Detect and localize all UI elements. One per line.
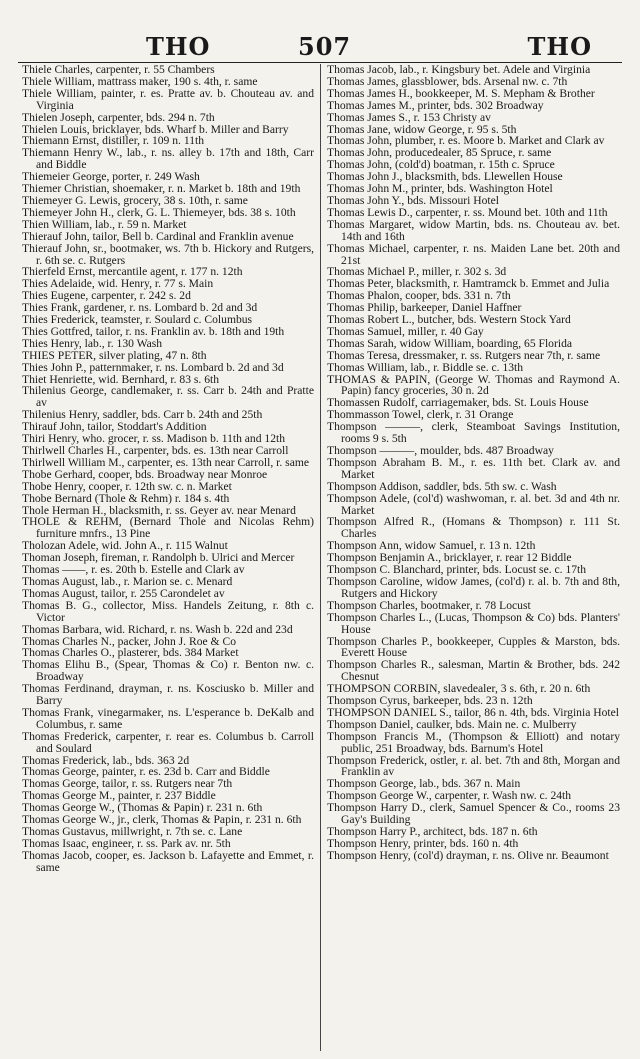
directory-entry: Thomas John J., blacksmith, bds. Llewellen House [327,170,563,184]
directory-entry: Thies Frederick, teamster, r. Soulard c. Columbus [22,313,253,327]
directory-entry: Thomas Gustavus, millwright, r. 7th se. c. Lane [22,825,243,838]
directory-entry: Thompson Abraham B. M., r. es. 11th bet. Clark av. and Market [327,455,620,481]
directory-entry: Thompson Addison, saddler, bds. 5th sw. c. Wash [327,479,557,493]
directory-entry: Thompson Henry, (col'd) drayman, r. ns. Olive nr. Beaumont [327,848,609,862]
directory-entry: Thomas Isaac, engineer, r. ss. Park av. nr. 5th [22,836,231,850]
directory-entry: Thompson Charles L., (Lucas, Thompson & Co) bds. Planters' House [327,610,620,636]
directory-entry: Thomas Margaret, widow Martin, bds. ns. Chouteau av. bet. 14th and 16th [327,217,620,243]
directory-entry: Thomas John Y., bds. Missouri Hotel [327,193,499,207]
directory-entry: Thierauf John, sr., bootmaker, ws. 7th b. Hickory and Rutgers, r. 6th se. c. Rutgers [22,241,314,267]
directory-entry: Tholozan Adele, wid. John A., r. 115 Walnut [22,539,228,553]
directory-entry: Thomas Michael, carpenter, r. ns. Maiden Lane bet. 20th and 21st [327,241,620,267]
directory-entry: Thompson George W., carpenter, r. Wash nw. c. 24th [327,789,572,803]
directory-entry: Thomas James H., bookkeeper, M. S. Mepham & Brother [327,86,595,100]
directory-entry: Thomas Jacob, lab., r. Kingsbury bet. Adele and Virginia [327,64,591,76]
directory-entry: Thomas Ferdinand, drayman, r. ns. Kosciusko b. Miller and Barry [22,682,314,708]
directory-entry: Thole Herman H., blacksmith, r. ss. Geyer av. near Menard [22,503,296,517]
directory-entry: Thirlwell William M., carpenter, es. 13th near Carroll, r. same [22,455,310,469]
directory-entry: Thomas Frederick, lab., bds. 363 2d [22,753,190,767]
directory-entry: Thomas James M., printer, bds. 302 Broadway [327,98,544,112]
directory-entry: Thien William, lab., r. 59 n. Market [22,217,187,231]
directory-entry: Thies Adelaide, wid. Henry, r. 77 s. Main [22,277,214,291]
directory-entry: Thomas Frederick, carpenter, r. rear es. Columbus b. Carroll and Soulard [22,729,314,755]
directory-entry: THOMAS & PAPIN, (George W. Thomas and Raymond A. Papin) fancy groceries, 30 n. 2d [327,372,620,398]
directory-entry: Thoman Joseph, fireman, r. Randolph b. Ulrici and Mercer [22,551,295,565]
directory-entry: Thilenius George, candlemaker, r. ss. Carr b. 24th and Pratte av [22,384,314,410]
directory-entry: Thiemann Henry W., lab., r. ns. alley b. 17th and 18th, Carr and Biddle [22,146,314,172]
directory-entry: Thomas Frank, vinegarmaker, ns. L'esperance b. DeKalb and Columbus, r. same [22,705,314,731]
directory-entry: THOMPSON DANIEL S., tailor, 86 n. 4th, bds. Virginia Hotel [327,705,620,719]
directory-entry: Thomas Robert L., butcher, bds. Western Stock Yard [327,313,571,327]
directory-entry: Thompson Charles P., bookkeeper, Cupples & Marston, bds. Everett House [327,634,620,660]
directory-entry: Thommasson Towel, clerk, r. 31 Orange [327,408,514,422]
directory-entry: Thompson Charles R., salesman, Martin & Brother, bds. 242 Chesnut [327,658,620,684]
directory-entry: Thompson Francis M., (Thompson & Elliott) and notary public, 251 Broadway, bds. Barnum's Hotel [327,729,620,755]
directory-entry: Thies Eugene, carpenter, r. 242 s. 2d [22,289,191,303]
directory-entry: THOMPSON CORBIN, slavedealer, 3 s. 6th, r. 20 n. 6th [327,682,591,696]
directory-entry: Thomas Sarah, widow William, boarding, 65 Florida [327,336,573,350]
directory-entry: Thielen Louis, bricklayer, bds. Wharf b. Miller and Barry [22,122,289,136]
directory-entry: Thomas George M., painter, r. 237 Biddle [22,789,216,803]
directory-entry: Thierfeld Ernst, mercantile agent, r. 177 n. 12th [22,265,243,279]
page-header [18,32,622,63]
directory-entry: Thiemeyer G. Lewis, grocery, 38 s. 10th, r. same [22,193,248,207]
directory-entry: Thiemeier George, porter, r. 249 Wash [22,170,200,184]
directory-entry: Thomas Lewis D., carpenter, r. ss. Mound bet. 10th and 11th [327,205,608,219]
directory-entry: Thomas B. G., collector, Miss. Handels Zeitung, r. 8th c. Victor [22,598,314,624]
directory-entry: Thomas James S., r. 153 Christy av [327,110,491,124]
directory-entry: Thompson Henry, printer, bds. 160 n. 4th [327,836,519,850]
directory-entry: Thierauf John, tailor, Bell b. Cardinal and Franklin avenue [22,229,294,243]
directory-entry: Thobe Gerhard, cooper, bds. Broadway near Monroe [22,467,268,481]
directory-entry: Thirlwell Charles H., carpenter, bds. es. 13th near Carroll [22,444,289,457]
directory-entry: Thiele William, mattrass maker, 190 s. 4th, r. same [22,74,258,88]
directory-entry: Thies Frank, gardener, r. ns. Lombard b. 2d and 3d [22,301,258,315]
directory-entry: Thompson Alfred R., (Homans & Thompson) r. 111 St. Charles [327,515,620,541]
directory-entry: Thies Henry, lab., r. 130 Wash [22,336,163,350]
directory-entry: Thompson Caroline, widow James, (col'd) r. al. b. 7th and 8th, Rutgers and Hickory [327,574,620,600]
directory-entry: Thomassen Rudolf, carriagemaker, bds. St. Louis House [327,396,589,410]
directory-entry: Thomas William, lab., r. Biddle se. c. 13th [327,360,524,374]
directory-entry: Thompson Ann, widow Samuel, r. 13 n. 12th [327,539,536,553]
directory-entry: Thompson Frederick, ostler, r. al. bet. 7th and 8th, Morgan and Franklin av [327,753,620,779]
directory-columns [22,64,620,1051]
running-head-right: THO [527,32,592,61]
directory-entry: Thomas Peter, blacksmith, r. Hamtramck b. Emmet and Julia [327,277,610,291]
directory-entry: Thomas George W., (Thomas & Papin) r. 231 n. 6th [22,801,263,815]
directory-entry: Thomas John, plumber, r. es. Moore b. Market and Clark av [327,134,605,148]
directory-entry: Thompson Adele, (col'd) washwoman, r. al. bet. 3d and 4th nr. Market [327,491,620,517]
directory-entry: Thies Gottfred, tailor, r. ns. Franklin av. b. 18th and 19th [22,324,285,338]
directory-entry: Thomas Barbara, wid. Richard, r. ns. Wash b. 22d and 23d [22,622,293,636]
directory-entry: Thompson Daniel, caulker, bds. Main ne. c. Mulberry [327,717,577,731]
directory-entry: Thirauf John, tailor, Stoddart's Addition [22,420,207,434]
directory-entry: Thomas August, lab., r. Marion se. c. Menard [22,574,233,588]
directory-entry: Thompson Harry D., clerk, Samuel Spencer & Co., rooms 23 Gay's Building [327,801,620,827]
directory-entry: Thies John P., patternmaker, r. ns. Lombard b. 2d and 3d [22,360,284,374]
page-number: 507 [298,32,352,61]
directory-entry: Thiele Charles, carpenter, r. 55 Chambers [22,64,215,76]
directory-entry: Thiemer Christian, shoemaker, r. n. Market b. 18th and 19th [22,182,301,196]
directory-entry: Thomas Teresa, dressmaker, r. ss. Rutgers near 7th, r. same [327,348,601,362]
left-column [22,64,321,1051]
directory-entry: Thomas Philip, barkeeper, Daniel Haffner [327,301,522,315]
directory-entry: Thielen Joseph, carpenter, bds. 294 n. 7th [22,110,215,124]
directory-entry: Thiemeyer John H., clerk, G. L. Thiemeyer, bds. 38 s. 10th [22,205,296,219]
directory-entry: Thomas George, tailor, r. ss. Rutgers near 7th [22,777,233,791]
directory-entry: Thomas Jane, widow George, r. 95 s. 5th [327,122,517,136]
directory-entry: Thompson Cyrus, barkeeper, bds. 23 n. 12th [327,694,533,708]
directory-entry: Thomas Jacob, cooper, es. Jackson b. Lafayette and Emmet, r. same [22,848,314,874]
directory-entry: Thobe Henry, cooper, r. 12th sw. c. n. Market [22,479,232,493]
directory-entry: Thomas Phalon, cooper, bds. 331 n. 7th [327,289,511,303]
directory-entry: Thomas John M., printer, bds. Washington Hotel [327,182,553,196]
directory-entry: Thilenius Henry, saddler, bds. Carr b. 24th and 25th [22,408,263,422]
directory-entry: Thompson Benjamin A., bricklayer, r. rear 12 Biddle [327,551,572,565]
directory-entry: Thompson Charles, bootmaker, r. 78 Locust [327,598,531,612]
directory-entry: Thomas James, glassblower, bds. Arsenal nw. c. 7th [327,74,568,88]
directory-entry: Thomas Samuel, miller, r. 40 Gay [327,324,484,338]
directory-entry: Thompson C. Blanchard, printer, bds. Locust se. c. 17th [327,563,587,577]
directory-entry: Thomas John, producedealer, 85 Spruce, r. same [327,146,552,160]
directory-entry: Thomas George, painter, r. es. 23d b. Carr and Biddle [22,765,270,779]
directory-entry: Thiemann Ernst, distiller, r. 109 n. 11th [22,134,205,148]
directory-entry: Thobe Bernard (Thole & Rehm) r. 184 s. 4th [22,491,230,505]
directory-entry: Thomas Charles O., plasterer, bds. 384 Market [22,646,239,660]
directory-entry: Thiri Henry, who. grocer, r. ss. Madison b. 11th and 12th [22,432,286,446]
directory-entry: Thiet Henriette, wid. Bernhard, r. 83 s. 6th [22,372,220,386]
directory-entry: Thompson Harry P., architect, bds. 187 n. 6th [327,825,538,838]
directory-entry: Thomas August, tailor, r. 255 Carondelet av [22,586,225,600]
directory-entry: Thiele William, painter, r. es. Pratte av. b. Chouteau av. and Virginia [22,86,314,112]
directory-entry: Thompson ———, clerk, Steamboat Savings Institution, rooms 9 s. 5th [327,420,620,446]
running-head-left: THO [146,32,211,61]
right-column [321,64,620,1051]
directory-entry: Thomas Elihu B., (Spear, Thomas & Co) r. Benton nw. c. Broadway [22,658,314,684]
directory-entry: THOLE & REHM, (Bernard Thole and Nicolas Rehm) furniture mnfrs., 13 Pine [22,515,314,541]
directory-entry: Thomas Charles N., packer, John J. Roe & Co [22,634,236,648]
directory-entry: Thomas John, (cold'd) boatman, r. 15th c. Spruce [327,158,555,172]
directory-entry: Thompson ———, moulder, bds. 487 Broadway [327,444,554,457]
directory-entry: Thomas ——, r. es. 20th b. Estelle and Clark av [22,563,245,577]
directory-entry: Thompson George, lab., bds. 367 n. Main [327,777,521,791]
directory-entry: Thomas George W., jr., clerk, Thomas & Papin, r. 231 n. 6th [22,813,302,827]
directory-entry: Thomas Michael P., miller, r. 302 s. 3d [327,265,507,279]
directory-entry: THIES PETER, silver plating, 47 n. 8th [22,348,207,362]
